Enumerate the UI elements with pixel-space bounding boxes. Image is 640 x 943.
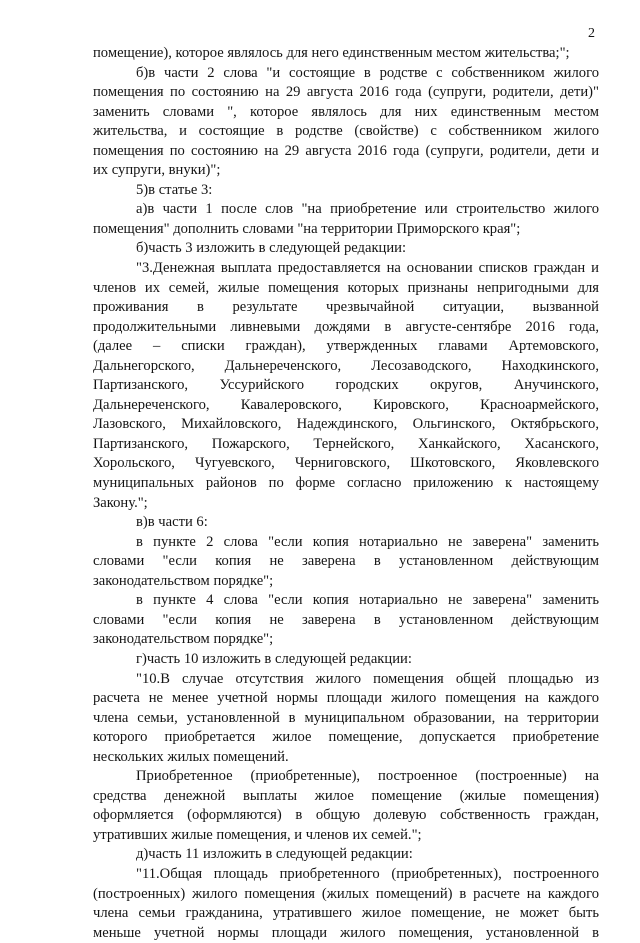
text-line: члена семьи гражданина, утратившего жилое помещение, не может быть (93, 905, 599, 922)
text-line: Приобретенное (приобретенные), построенное (построенные) на (136, 768, 599, 785)
text-line: словами "если копия не заверена в установленном действующим (93, 611, 599, 628)
text-line: "11.Общая площадь приобретенного (приобретенных), построенного (136, 865, 599, 882)
text-line: Партизанского, Пожарского, Тернейского, Ханкайского, Хасанского, (93, 435, 599, 452)
text-line: утративших жилые помещения, и членов их семей."; (93, 826, 422, 843)
text-line: оформляется (оформляются) в общую долевую собственность граждан, (93, 807, 599, 824)
text-line: 5)в статье 3: (136, 181, 213, 198)
text-line: помещения по состоянию на 29 августа 2016 года (супруги, родители, дети)" (93, 84, 599, 101)
text-line: б)в части 2 слова "и состоящие в родстве с собственником жилого (136, 64, 599, 81)
text-line: проживания в результате чрезвычайной ситуации, вызванной (93, 299, 599, 316)
text-line: помещение), которое являлось для него единственным местом жительства;"; (93, 45, 570, 61)
text-line: заменить словами ", которое являлось для них единственным местом (93, 103, 599, 120)
text-line: нескольких жилых помещений. (93, 748, 289, 765)
text-line: "10.В случае отсутствия жилого помещения общей площадью из (136, 670, 599, 687)
text-line: их супруги, внуки)"; (93, 162, 221, 179)
text-line: жительства, и состоящие в родстве (свойстве) с собственником жилого (93, 123, 599, 140)
text-line: членов их семей, жилые помещения которых признаны непригодными для (93, 279, 599, 296)
text-line: Дальнегорского, Дальнереченского, Лесозаводского, Находкинского, (93, 357, 599, 374)
text-line: Дальнереченского, Кавалеровского, Кировского, Красноармейского, (93, 396, 599, 413)
text-line: члена семьи, установленной в муниципальном образовании, на территории (93, 709, 599, 726)
text-line: "3.Денежная выплата предоставляется на основании списков граждан и (136, 260, 599, 277)
text-line: д)часть 11 изложить в следующей редакции: (136, 846, 413, 863)
text-line: а)в части 1 после слов "на приобретение или строительство жилого (136, 201, 599, 218)
text-line: Хорольского, Чугуевского, Черниговского, Шкотовского, Яковлевского (93, 455, 599, 472)
text-line: б)часть 3 изложить в следующей редакции: (136, 240, 407, 257)
text-line: законодательством порядке"; (93, 631, 274, 648)
text-line: (далее – списки граждан), утвержденных главами Артемовского, (93, 338, 599, 355)
text-line: помещения" дополнить словами "на территории Приморского края"; (93, 220, 521, 237)
text-line: Партизанского, Уссурийского городских округов, Анучинского, (93, 377, 599, 394)
text-line: в пункте 4 слова "если копия нотариально не заверена" заменить (136, 592, 599, 609)
text-line: средства денежной выплаты жилое помещение (жилые помещения) (93, 787, 599, 804)
text-line: муниципальных районов по форме согласно приложению к настоящему (93, 475, 599, 492)
text-line: законодательством порядке"; (93, 572, 274, 589)
text-line: Лазовского, Михайловского, Надеждинского, Ольгинского, Октябрьского, (93, 416, 599, 433)
page-number: 2 (588, 26, 595, 41)
text-line: помещения по состоянию на 29 августа 2016 года (супруги, родители, дети и (93, 142, 599, 159)
text-line: (построенных) жилого помещения (жилых помещений) в расчете на каждого (93, 885, 599, 902)
text-line: г)часть 10 изложить в следующей редакции: (136, 650, 412, 667)
text-line: которого приобретается жилое помещение, допускается приобретение (93, 729, 599, 746)
text-line: в пункте 2 слова "если копия нотариально не заверена" заменить (136, 533, 599, 550)
text-line: Закону."; (93, 494, 148, 511)
text-line: в)в части 6: (136, 514, 208, 531)
document-body (93, 44, 599, 943)
text-line: продолжительными ливневыми дождями в августе-сентябре 2016 года, (93, 318, 599, 335)
text-line: меньше учетной нормы площади жилого помещения, установленной в (93, 924, 599, 941)
text-line: расчета не менее учетной нормы площади жилого помещения на каждого (93, 690, 599, 707)
text-line: словами "если копия не заверена в установленном действующим (93, 553, 599, 570)
